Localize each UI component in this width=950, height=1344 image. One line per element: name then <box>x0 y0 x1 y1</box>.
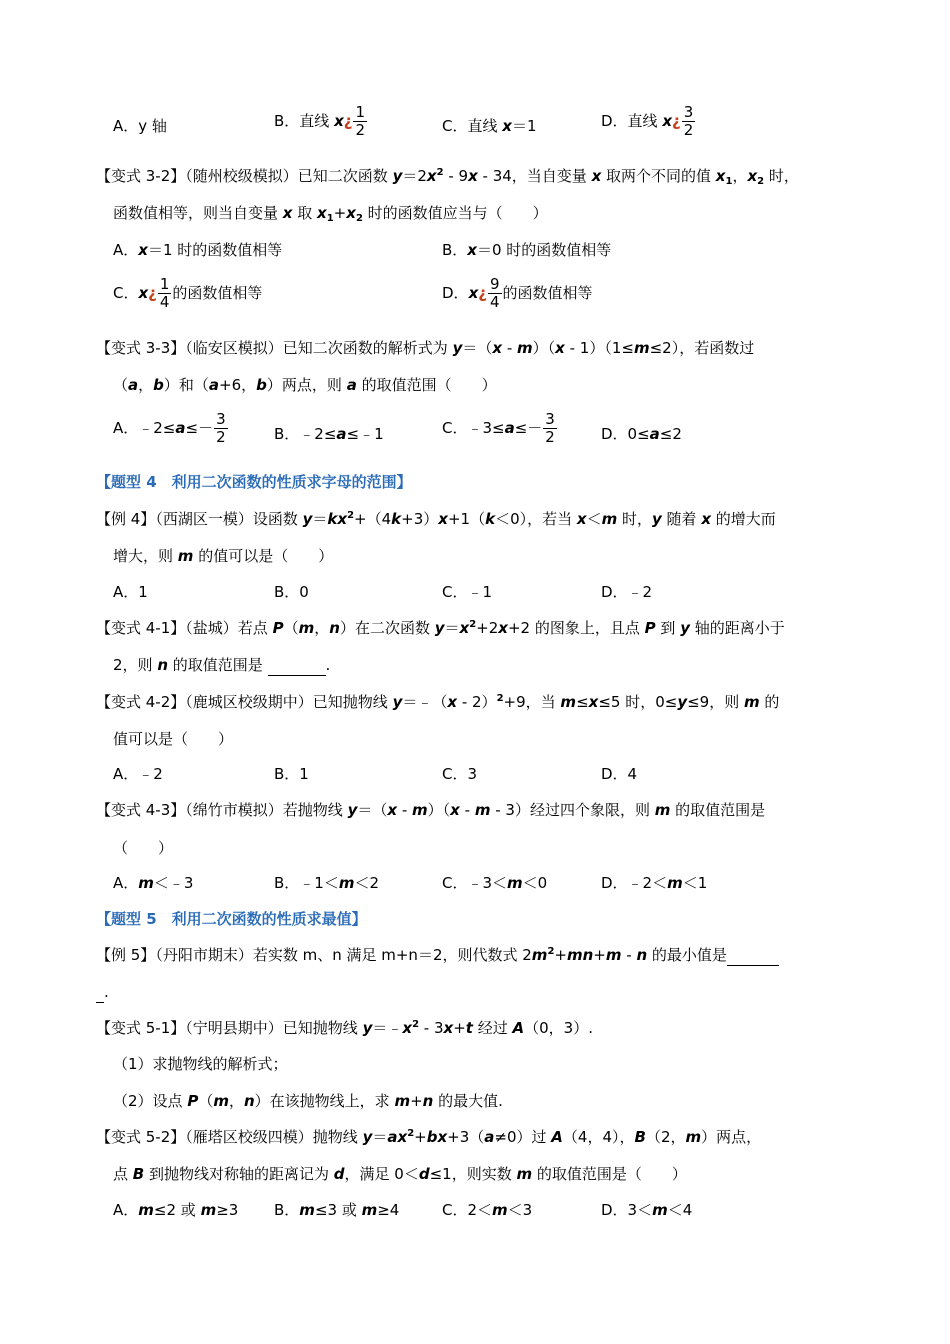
v43-option-d: D．﹣2＜m＜1 <box>601 874 708 892</box>
v42-line2: 值可以是（ ） <box>113 730 234 748</box>
ex4-option-c: C．﹣1 <box>442 583 493 601</box>
option-a: A．y 轴 <box>113 117 167 135</box>
v52-line2: 点 B 到抛物线对称轴的距离记为 d，满足 0＜d≤1，则实数 m 的取值范围是（ ） <box>113 1165 687 1183</box>
v32-line2: 函数值相等，则当自变量 x 取 $x_1+x_2$ 时的函数值应当与（ ） <box>113 204 548 224</box>
section-heading-5: 【题型 5 利用二次函数的性质求最值】 <box>96 910 367 928</box>
v52-line1: 【变式 5-2】（雁塔区校级四模）抛物线 $y=ax^2+bx+3(a\ne 0)$过 A（4，4），B（2，m）两点， <box>96 1128 762 1146</box>
v32-option-c: C．x¿ $\frac{1}{4}$ 的函数值相等 <box>113 275 263 311</box>
v32-option-a: A．x＝1 时的函数值相等 <box>113 241 283 259</box>
option-d: D．直线 x¿ $\frac{3}{2}$ <box>601 103 694 139</box>
v51-line1: 【变式 5-1】（宁明县期中）已知抛物线 $y=﹣x^2 - 3x+t$ 经过 A（0，3）. <box>96 1019 593 1037</box>
v43-line1: 【变式 4-3】（绵竹市模拟）若抛物线 y＝（x - m）（x - m - 3）经过四个象限，则 m 的取值范围是 <box>96 801 766 819</box>
ex4-line2: 增大，则 m 的值可以是（ ） <box>113 547 334 565</box>
v51-part2: （2）设点 P（m，n）在该抛物线上，求 m+n 的最大值. <box>113 1092 503 1110</box>
ex4-option-b: B．0 <box>274 583 309 601</box>
option-b: B．直线 x¿ $\frac{1}{2}$ <box>274 103 365 139</box>
v52-option-b: B．m≤3 或 m≥4 <box>274 1201 400 1219</box>
ex4-option-d: D．﹣2 <box>601 583 653 601</box>
v41-line2: 2，则 n 的取值范围是 . <box>113 656 331 674</box>
v42-option-d: D．4 <box>601 765 638 783</box>
v42-option-c: C．3 <box>442 765 478 783</box>
v51-part1: （1）求抛物线的解析式； <box>113 1055 288 1073</box>
option-c: C．直线 x＝1 <box>442 117 537 135</box>
v32-line1: 【变式 3-2】（随州校级模拟）已知二次函数 $y=2x^2 - 9x - 34$，当自变量 x 取两个不同的值 $x_1$，$x_2$ 时， <box>96 167 799 187</box>
v52-option-d: D．3＜m＜4 <box>601 1201 693 1219</box>
v42-option-b: B．1 <box>274 765 309 783</box>
ex4-line1: 【例 4】（西湖区一模）设函数 $y=kx^2+(4k+3)x+1(k<0)$，若当 x＜m 时，y 随着 x 的增大而 <box>96 510 776 528</box>
v43-option-c: C．﹣3＜m＜0 <box>442 874 548 892</box>
v42-line1: 【变式 4-2】（鹿城区校级期中）已知抛物线 y＝﹣（x - 2）$^2$+9，当 m≤x≤5 时，0≤y≤9，则 m 的 <box>96 693 780 711</box>
v43-line2: （ ） <box>113 839 174 857</box>
v43-option-a: A．m＜﹣3 <box>113 874 194 892</box>
v42-option-a: A．﹣2 <box>113 765 163 783</box>
v52-option-a: A．m≤2 或 m≥3 <box>113 1201 239 1219</box>
v52-option-c: C．2＜m＜3 <box>442 1201 533 1219</box>
v33-line2: （a，b）和（a+6，b）两点，则 a 的取值范围（ ） <box>113 376 497 394</box>
v33-option-b: B．﹣2≤a≤﹣1 <box>274 425 384 443</box>
v33-line1: 【变式 3-3】（临安区模拟）已知二次函数的解析式为 y＝（x - m）（x - 1）（1≤m≤2），若函数过 <box>96 339 755 357</box>
v32-option-b: B．x＝0 时的函数值相等 <box>442 241 612 259</box>
section-heading-4: 【题型 4 利用二次函数的性质求字母的范围】 <box>96 473 412 491</box>
v43-option-b: B．﹣1＜m＜2 <box>274 874 380 892</box>
v41-line1: 【变式 4-1】（盐城）若点 P（m，n）在二次函数 $y=x^2+2x+2$ 的图象上，且点 P 到 y 轴的距离小于 <box>96 619 785 637</box>
ex5-line2: . <box>96 982 109 1003</box>
v33-option-a: A．﹣2≤a≤－ $\frac{3}{2}$ <box>113 410 226 446</box>
ex4-option-a: A．1 <box>113 583 148 601</box>
v32-option-d: D．x¿ $\frac{9}{4}$ 的函数值相等 <box>442 275 593 311</box>
v33-option-c: C．﹣3≤a≤－ $\frac{3}{2}$ <box>442 410 555 446</box>
v33-option-d: D．0≤a≤2 <box>601 425 682 443</box>
ex5-line1: 【例 5】（丹阳市期末）若实数 m、n 满足 m+n＝2，则代数式 $2m^2+mn+m - n$ 的最小值是 <box>96 945 779 966</box>
